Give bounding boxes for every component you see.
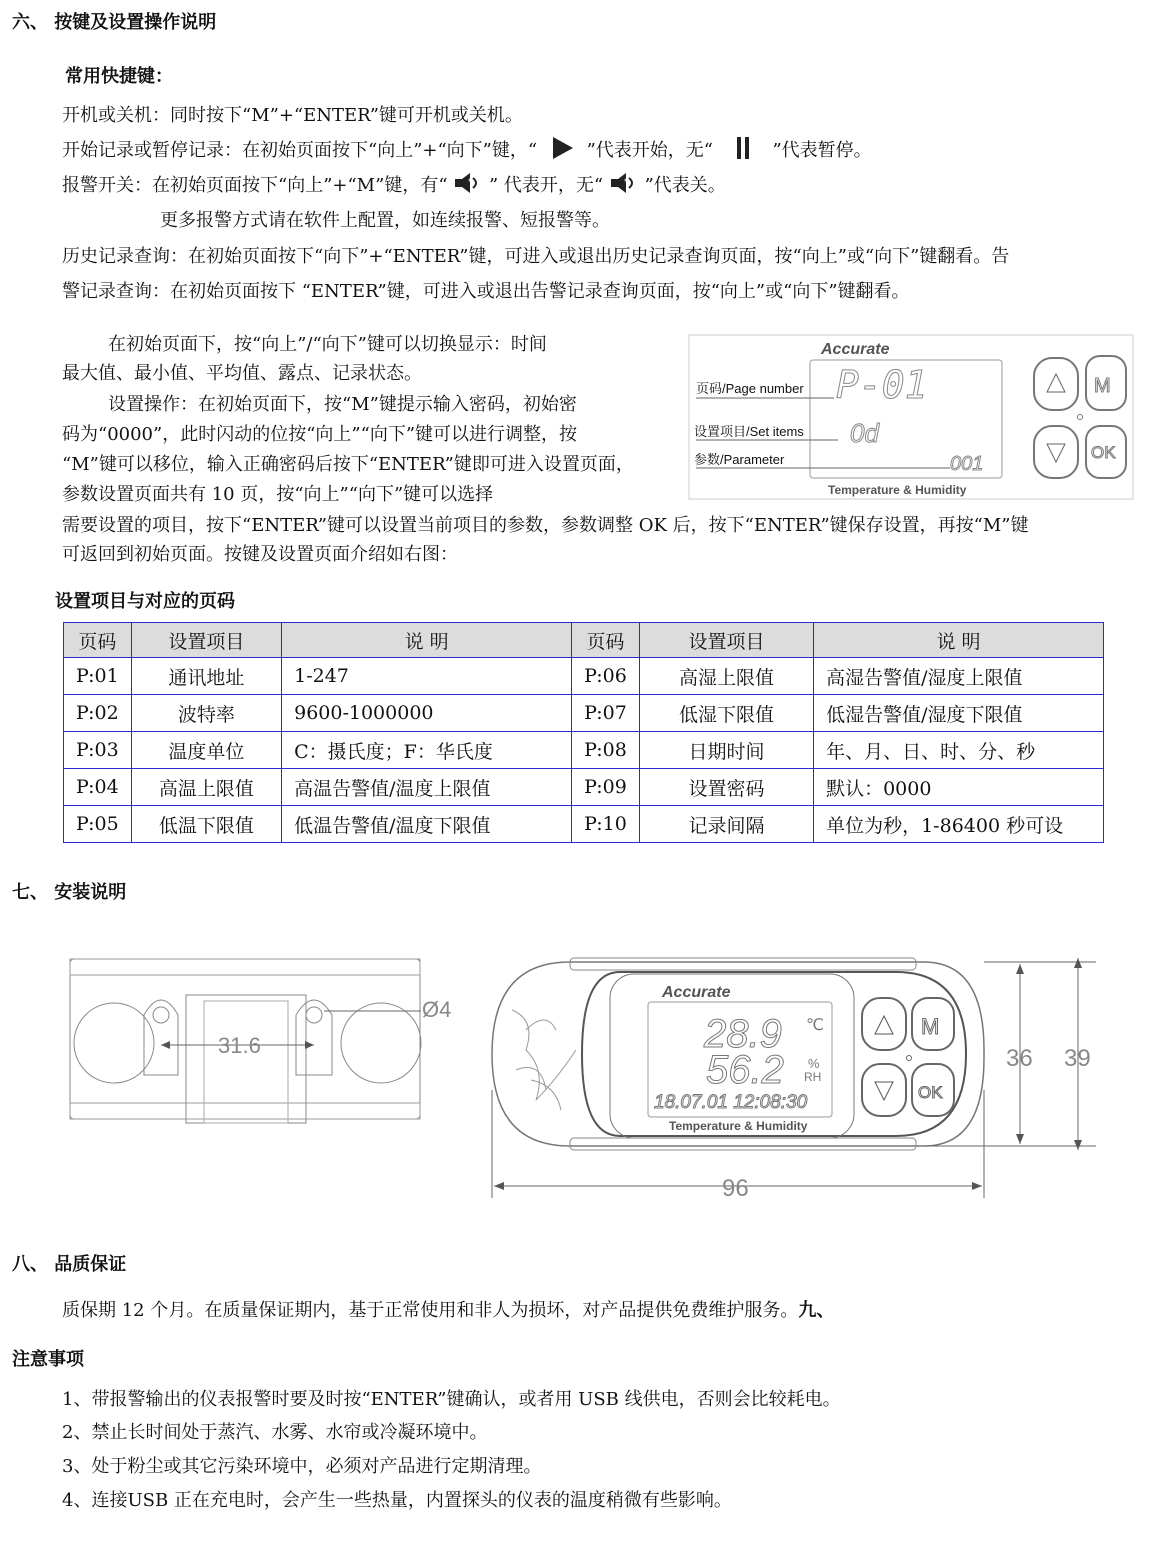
front-hum: 56.2 xyxy=(706,1048,784,1092)
notice-item: 3、处于粉尘或其它污染环境中，必须对产品进行定期清理。 xyxy=(62,1456,542,1477)
table-cell: P:02 xyxy=(64,695,132,732)
dim-height-39: 39 xyxy=(1064,1045,1091,1072)
label-parameter: 参数/Parameter xyxy=(694,452,785,467)
alarm-record-line: 警记录查询：在初始页面按下 “ENTER”键，可进入或退出告警记录查询页面，按“向上”或“向下”键翻看。 xyxy=(62,281,910,302)
table-heading: 设置项目与对应的页码 xyxy=(55,591,235,612)
warranty-body: 质保期 12 个月。在质量保证期内，基于正常使用和非人为损坏，对产品提供免费维护服务。 xyxy=(62,1300,799,1321)
alarm-line-text-1: 报警开关：在初始页面按下“向上”+“M”键，有“ xyxy=(62,175,448,196)
table-cell: 单位为秒，1-86400 秒可设 xyxy=(814,806,1104,843)
record-line-text-2: ”代表开始，无“ xyxy=(586,140,713,161)
front-ok-button xyxy=(912,1064,954,1116)
table-cell: 9600-1000000 xyxy=(282,695,572,732)
table-cell: 记录间隔 xyxy=(639,806,813,843)
table-cell: 高湿上限值 xyxy=(639,658,813,695)
play-icon xyxy=(549,136,575,160)
para-line: 码为“0000”，此时闪动的位按“向上”“向下”键可以进行调整，按 xyxy=(62,424,578,445)
front-hum-unit-bot: RH xyxy=(804,1070,822,1084)
svg-text:OK: OK xyxy=(918,1083,943,1102)
notice-item: 4、连接USB 正在充电时，会产生一些热量，内置探头的仪表的温度稍微有些影响。 xyxy=(62,1490,732,1511)
svg-text:OK: OK xyxy=(1091,443,1116,462)
table-cell: 波特率 xyxy=(131,695,281,732)
table-cell: 低温告警值/温度下限值 xyxy=(282,806,572,843)
front-datetime: 18.07.01 12:08:30 xyxy=(654,1092,808,1113)
table-cell: 设置密码 xyxy=(639,769,813,806)
label-page-number: 页码/Page number xyxy=(696,381,804,396)
front-up-button xyxy=(862,998,906,1050)
alarm-line-text-2: ” 代表开，无“ xyxy=(489,175,604,196)
front-footer: Temperature & Humidity xyxy=(669,1119,808,1133)
table-cell: 低温下限值 xyxy=(131,806,281,843)
table-header-cell: 说 明 xyxy=(814,623,1104,658)
table-cell: 温度单位 xyxy=(131,732,281,769)
table-cell: 日期时间 xyxy=(639,732,813,769)
table-cell: 低湿告警值/湿度下限值 xyxy=(814,695,1104,732)
table-header-row xyxy=(64,623,1104,658)
table-cell: P:04 xyxy=(64,769,132,806)
record-line-text-1: 开始记录或暂停记录：在初始页面按下“向上”+“向下”键，“ xyxy=(62,140,538,161)
section-7-title: 七、 安装说明 xyxy=(12,882,127,903)
section-9-number: 九、 xyxy=(798,1300,835,1321)
dim-hole: Ø4 xyxy=(422,997,452,1022)
table-cell: P:07 xyxy=(572,695,640,732)
record-line xyxy=(62,136,872,162)
para-line: 在初始页面下，按“向上”/“向下”键可以切换显示：时间 xyxy=(108,334,547,355)
table-cell: P:10 xyxy=(572,806,640,843)
table-row xyxy=(64,658,1104,695)
table-row xyxy=(64,732,1104,769)
front-brand: Accurate xyxy=(662,984,731,1001)
para-line: “M”键可以移位，输入正确密码后按下“ENTER”键即可进入设置页面， xyxy=(62,454,634,475)
para-line: 需要设置的项目，按下“ENTER”键可以设置当前项目的参数，参数调整 OK 后，按下“ENTER”键保存设置，再按“M”键 xyxy=(62,515,1029,536)
table-cell: P:09 xyxy=(572,769,640,806)
warranty-text xyxy=(62,1296,834,1322)
table-cell: P:05 xyxy=(64,806,132,843)
alarm-line xyxy=(62,171,726,197)
notice-item: 1、带报警输出的仪表报警时要及时按“ENTER”键确认，或者用 USB 线供电，否则会比较耗电。 xyxy=(62,1389,841,1410)
up-button xyxy=(1034,358,1078,410)
down-button xyxy=(1034,426,1078,478)
section-6-title: 六、 按键及设置操作说明 xyxy=(12,12,217,33)
para-line: 最大值、最小值、平均值、露点、记录状态。 xyxy=(62,363,422,384)
svg-text:M: M xyxy=(1094,375,1111,397)
dim-spacing: 31.6 xyxy=(218,1033,261,1058)
shortcut-heading: 常用快捷键： xyxy=(65,66,173,87)
svg-text:M: M xyxy=(921,1014,940,1039)
dim-width-96: 96 xyxy=(722,1175,749,1202)
table-row xyxy=(64,695,1104,732)
speaker-on-icon xyxy=(453,171,483,195)
para-line: 可返回到初始页面。按键及设置页面介绍如右图： xyxy=(62,544,458,565)
table-header-cell: 说 明 xyxy=(282,623,572,658)
history-line: 历史记录查询：在初始页面按下“向下”+“ENTER”键，可进入或退出历史记录查询页面，按“向上”或“向下”键翻看。告 xyxy=(62,246,1010,267)
alarm-more-line: 更多报警方式请在软件上配置，如连续报警、短报警等。 xyxy=(160,210,610,231)
power-line: 开机或关机：同时按下“M”+“ENTER”键可开机或关机。 xyxy=(62,105,523,126)
table-cell: P:08 xyxy=(572,732,640,769)
lcd-item: 0d xyxy=(850,418,879,448)
record-line-text-3: ”代表暂停。 xyxy=(772,140,872,161)
svg-text:*: * xyxy=(623,177,628,187)
alarm-line-text-3: ”代表关。 xyxy=(644,175,726,196)
table-cell: 高湿告警值/湿度上限值 xyxy=(814,658,1104,695)
table-cell: 高温告警值/温度上限值 xyxy=(282,769,572,806)
front-temp: 28.9 xyxy=(704,1012,782,1056)
table-cell: 通讯地址 xyxy=(131,658,281,695)
table-cell: 低湿下限值 xyxy=(639,695,813,732)
speaker-off-icon xyxy=(609,171,639,195)
table-header-cell: 页码 xyxy=(572,623,640,658)
table-cell: 1-247 xyxy=(282,658,572,695)
pause-icon xyxy=(725,136,761,160)
section-8-title: 八、 品质保证 xyxy=(12,1254,127,1275)
notice-item: 2、禁止长时间处于蒸汽、水雾、水帘或冷凝环境中。 xyxy=(62,1422,488,1443)
front-view-drawing xyxy=(486,950,1102,1202)
ok-button xyxy=(1086,426,1126,478)
table-cell: C：摄氏度；F：华氏度 xyxy=(282,732,572,769)
section-9-title: 注意事项 xyxy=(12,1349,84,1370)
m-button xyxy=(1086,356,1126,410)
table-cell: 默认：0000 xyxy=(814,769,1104,806)
table-row xyxy=(64,769,1104,806)
para-line: 参数设置页面共有 10 页，按“向上”“向下”键可以选择 xyxy=(62,484,494,505)
table-cell: 高温上限值 xyxy=(131,769,281,806)
label-set-items: 设置项目/Set items xyxy=(694,424,804,439)
table-cell: P:06 xyxy=(572,658,640,695)
table-header-cell: 设置项目 xyxy=(131,623,281,658)
table-header-cell: 设置项目 xyxy=(639,623,813,658)
front-m-button xyxy=(912,998,954,1050)
lcd-param: 001 xyxy=(950,453,984,475)
table-cell: P:01 xyxy=(64,658,132,695)
front-hum-unit-top: % xyxy=(808,1056,820,1071)
table-header-cell: 页码 xyxy=(64,623,132,658)
device-brand: Accurate xyxy=(821,341,890,358)
table-cell: P:03 xyxy=(64,732,132,769)
settings-device-figure xyxy=(688,334,1134,500)
device-footer: Temperature & Humidity xyxy=(828,483,967,497)
front-temp-unit: ℃ xyxy=(806,1017,824,1034)
svg-text:*: * xyxy=(468,177,472,187)
table-cell: 年、月、日、时、分、秒 xyxy=(814,732,1104,769)
lcd-page: P-01 xyxy=(836,363,928,407)
dim-height-36: 36 xyxy=(1006,1045,1033,1072)
para-line: 设置操作：在初始页面下，按“M”键提示输入密码，初始密 xyxy=(108,394,577,415)
back-view-drawing xyxy=(66,955,452,1125)
settings-table xyxy=(63,622,1104,843)
front-down-button xyxy=(862,1064,906,1116)
table-row xyxy=(64,806,1104,843)
